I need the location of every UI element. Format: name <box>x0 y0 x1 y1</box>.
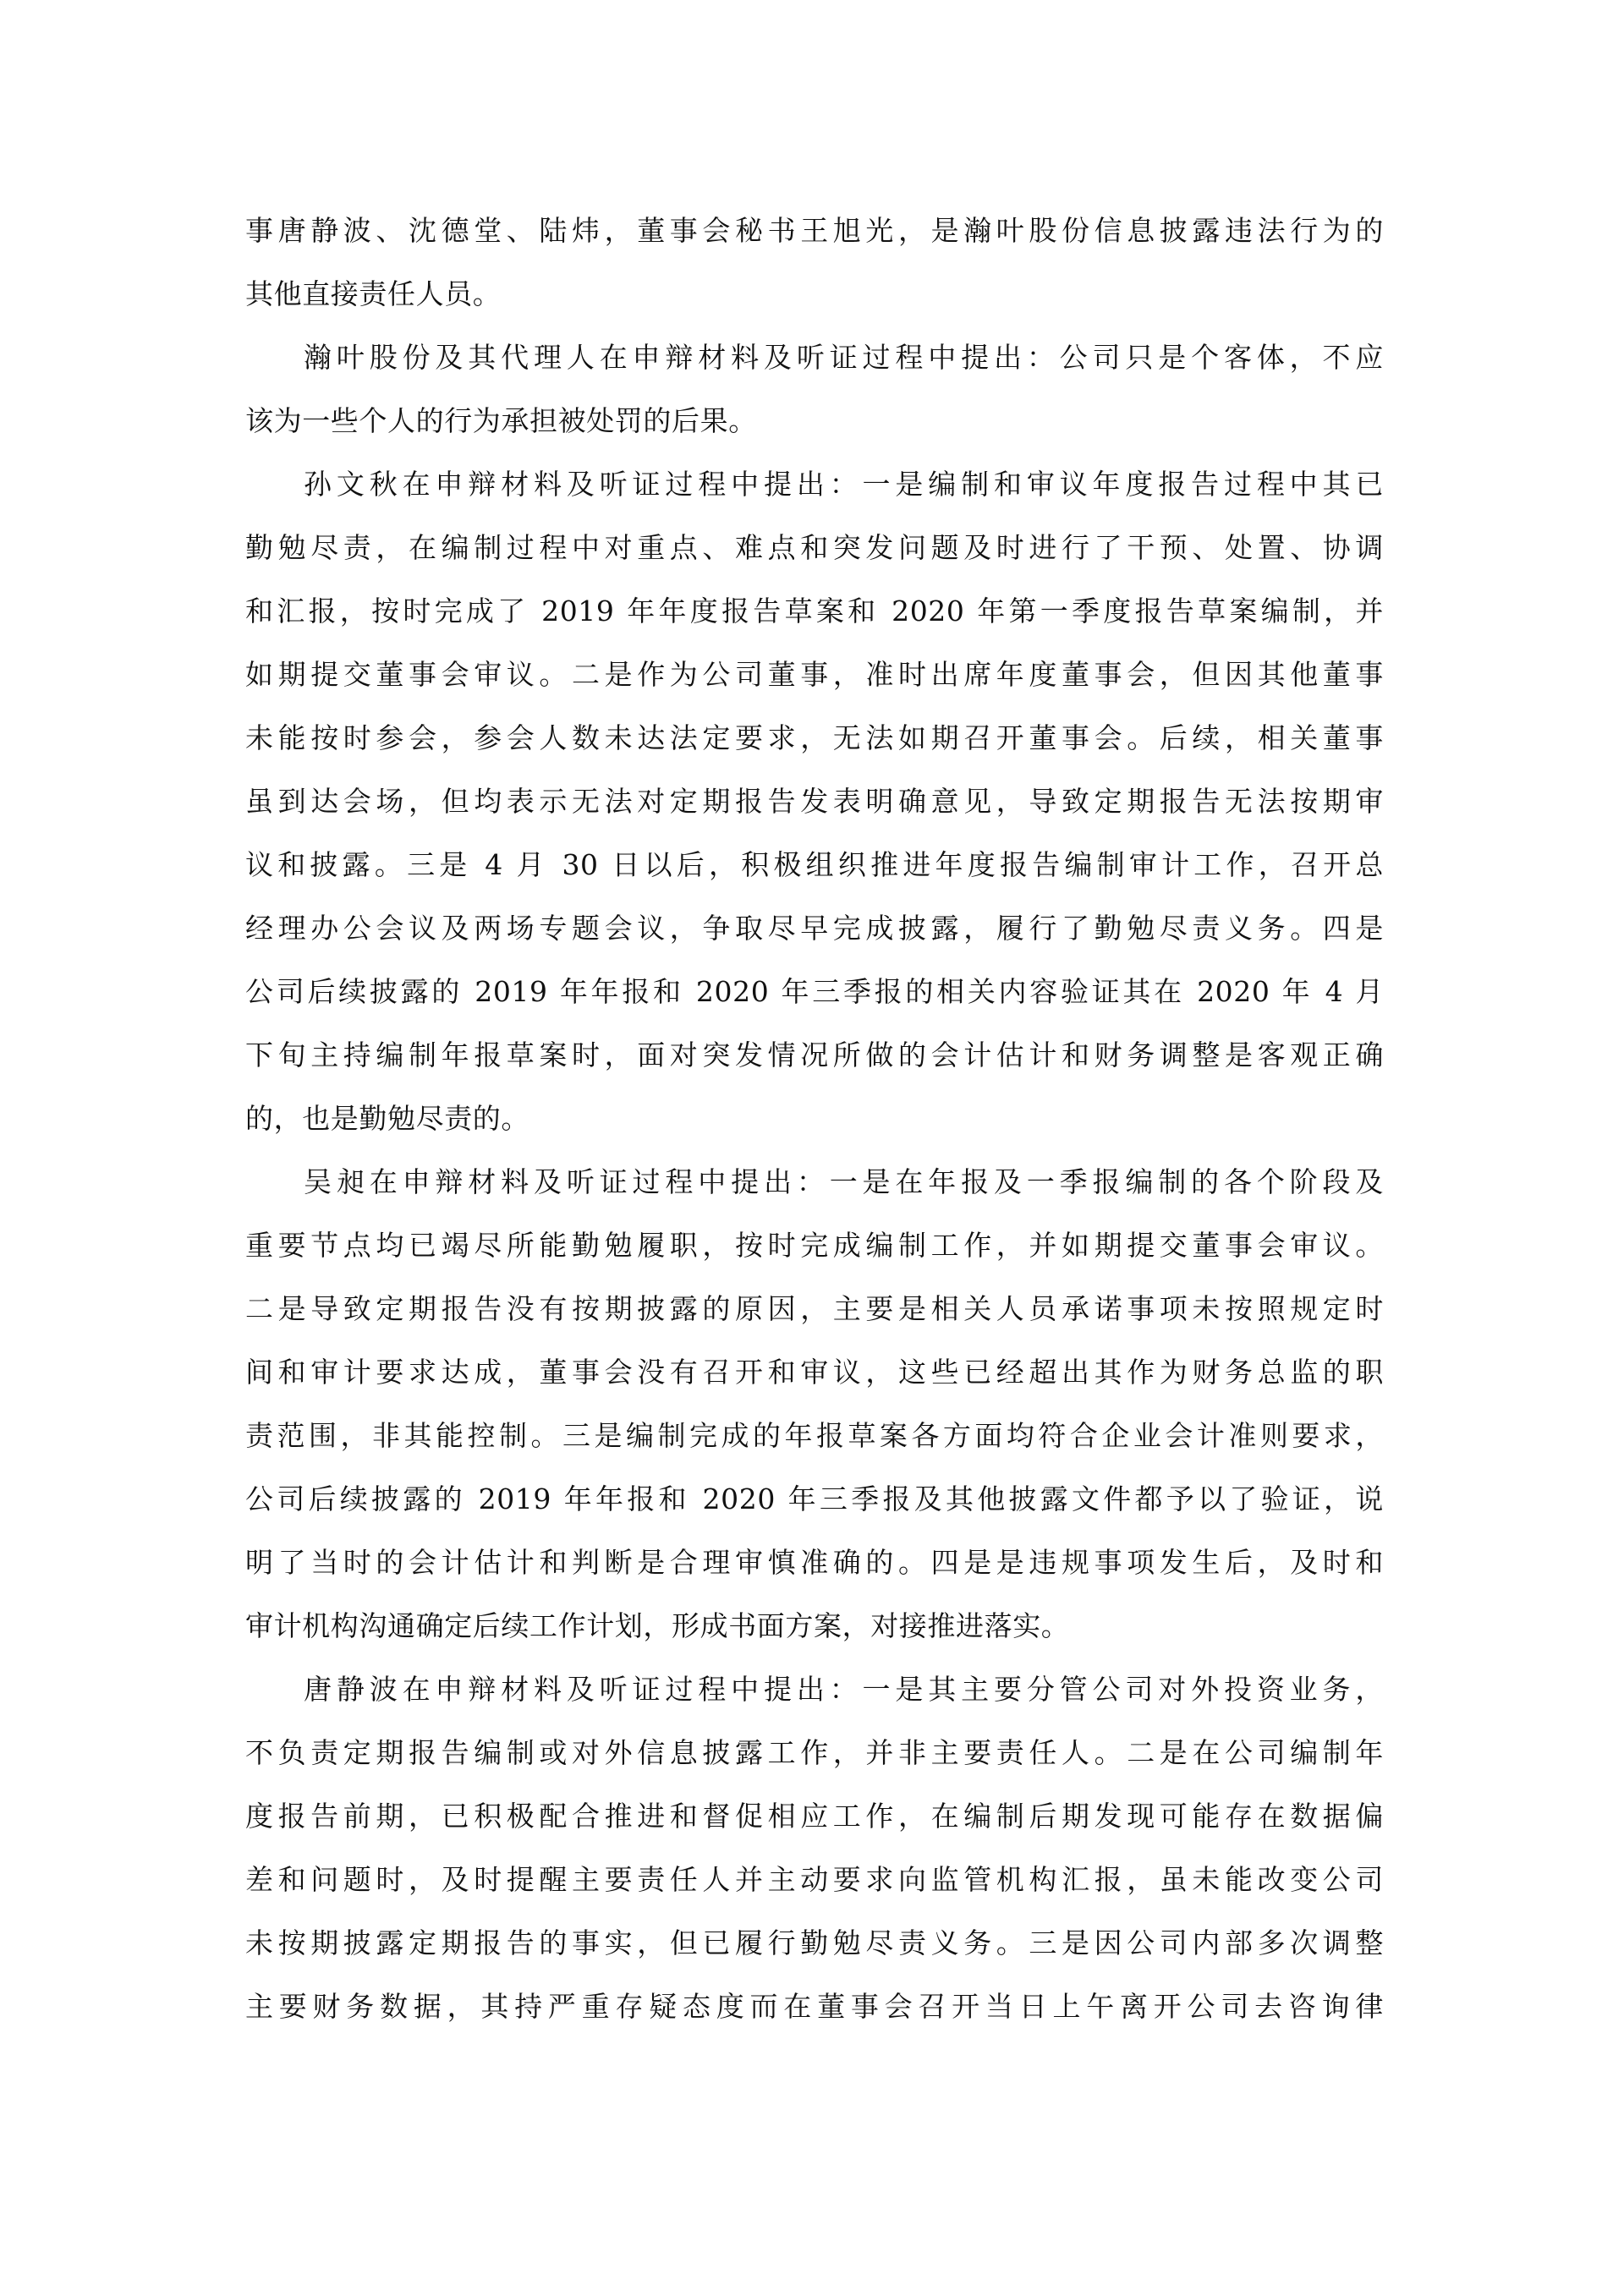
text-line: 公司后续披露的 2019 年年报和 2020 年三季报及其他披露文件都予以了验证，说 <box>245 1482 1384 1515</box>
text-line: 未能按时参会，参会人数未达法定要求，无法如期召开董事会。后续，相关董事 <box>245 721 1384 754</box>
text-line: 二是导致定期报告没有按期披露的原因，主要是相关人员承诺事项未按照规定时 <box>245 1292 1384 1325</box>
text-line: 重要节点均已竭尽所能勤勉履职，按时完成编制工作，并如期提交董事会审议。 <box>245 1229 1384 1262</box>
paragraph-sun-wenqiu-defense <box>245 452 1384 1150</box>
text-line: 未按期披露定期报告的事实，但已履行勤勉尽责义务。三是因公司内部多次调整 <box>245 1926 1384 1959</box>
paragraph-continuation <box>245 199 1384 326</box>
text-line: 公司后续披露的 2019 年年报和 2020 年三季报的相关内容验证其在 2020 年 4 月 <box>245 975 1384 1008</box>
paragraph-company-defense <box>245 326 1384 452</box>
text-line: 该为一些个人的行为承担被处罚的后果。 <box>245 404 757 437</box>
text-line: 不负责定期报告编制或对外信息披露工作，并非主要责任人。二是在公司编制年 <box>245 1736 1384 1769</box>
text-line: 虽到达会场，但均表示无法对定期报告发表明确意见，导致定期报告无法按期审 <box>245 785 1384 818</box>
text-line: 唐静波在申辩材料及听证过程中提出：一是其主要分管公司对外投资业务， <box>304 1673 1384 1706</box>
paragraph-wu-chang-defense <box>245 1150 1384 1658</box>
text-line: 议和披露。三是 4 月 30 日以后，积极组织推进年度报告编制审计工作，召开总 <box>245 848 1384 881</box>
text-line: 下旬主持编制年报草案时，面对突发情况所做的会计估计和财务调整是客观正确 <box>245 1038 1384 1071</box>
text-line: 明了当时的会计估计和判断是合理审慎准确的。四是是违规事项发生后，及时和 <box>245 1546 1384 1579</box>
text-line: 其他直接责任人员。 <box>245 277 502 310</box>
text-line: 瀚叶股份及其代理人在申辩材料及听证过程中提出：公司只是个客体，不应 <box>304 341 1384 374</box>
text-line: 间和审计要求达成，董事会没有召开和审议，这些已经超出其作为财务总监的职 <box>245 1356 1384 1389</box>
text-line: 事唐静波、沈德堂、陆炜，董事会秘书王旭光，是瀚叶股份信息披露违法行为的 <box>245 214 1384 247</box>
text-line: 经理办公会议及两场专题会议，争取尽早完成披露，履行了勤勉尽责义务。四是 <box>245 912 1384 945</box>
paragraph-tang-jingbo-defense <box>245 1658 1384 2038</box>
text-line: 度报告前期，已积极配合推进和督促相应工作，在编制后期发现可能存在数据偏 <box>245 1800 1384 1833</box>
text-line: 勤勉尽责，在编制过程中对重点、难点和突发问题及时进行了干预、处置、协调 <box>245 531 1384 564</box>
text-line: 主要财务数据，其持严重存疑态度而在董事会召开当日上午离开公司去咨询律 <box>245 1990 1384 2023</box>
text-line: 和汇报，按时完成了 2019 年年度报告草案和 2020 年第一季度报告草案编制，并 <box>245 595 1384 627</box>
text-line: 审计机构沟通确定后续工作计划，形成书面方案，对接推进落实。 <box>245 1609 1070 1642</box>
text-line: 吴昶在申辩材料及听证过程中提出：一是在年报及一季报编制的各个阶段及 <box>304 1165 1384 1198</box>
text-line: 孙文秋在申辩材料及听证过程中提出：一是编制和审议年度报告过程中其已 <box>304 468 1384 501</box>
text-line: 如期提交董事会审议。二是作为公司董事，准时出席年度董事会，但因其他董事 <box>245 658 1384 691</box>
document-body <box>245 199 1384 2038</box>
text-line: 责范围，非其能控制。三是编制完成的年报草案各方面均符合企业会计准则要求， <box>245 1419 1384 1452</box>
text-line: 的，也是勤勉尽责的。 <box>245 1102 529 1135</box>
text-line: 差和问题时，及时提醒主要责任人并主动要求向监管机构汇报，虽未能改变公司 <box>245 1863 1384 1896</box>
